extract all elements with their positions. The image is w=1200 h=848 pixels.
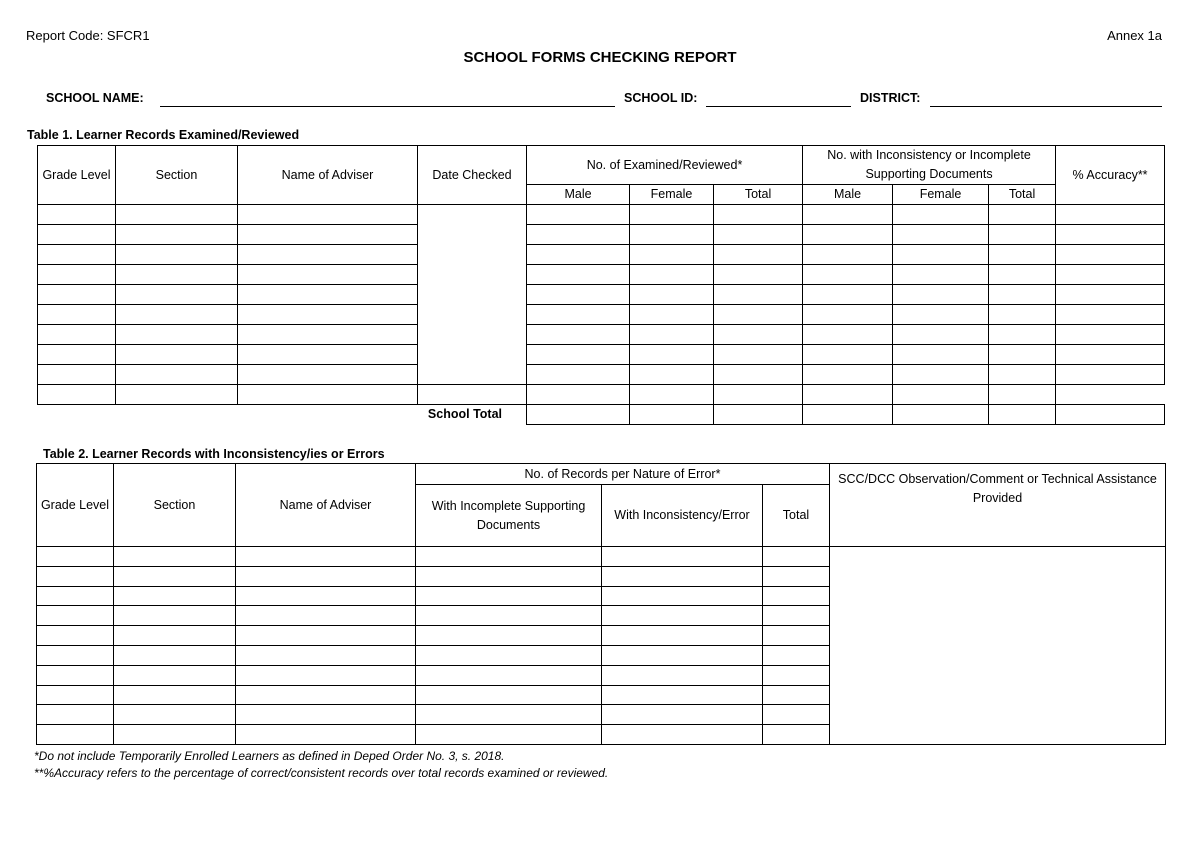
t1-header-inconsistency-total: Total [989,185,1056,205]
t1-cell[interactable] [527,265,630,285]
t1-total-cell[interactable] [1056,405,1165,425]
t1-cell[interactable] [527,225,630,245]
t1-cell[interactable] [714,225,803,245]
t1-total-cell[interactable] [527,405,630,425]
t1-cell[interactable] [989,265,1056,285]
t2-cell[interactable] [236,685,416,705]
t1-cell[interactable] [893,245,989,265]
inconsistency-records-table [36,463,1166,745]
t1-cell[interactable] [893,205,989,225]
t2-cell[interactable] [37,685,114,705]
t2-header-observation: SCC/DCC Observation/Comment or Technical Assistance Provided [830,464,1166,547]
t1-cell[interactable] [989,325,1056,345]
school-total-label: School Total [427,407,502,422]
t1-cell[interactable] [38,245,116,265]
t2-cell[interactable] [602,705,763,725]
t2-cell[interactable] [763,626,830,646]
learner-records-table [37,145,1165,425]
t1-cell[interactable] [714,265,803,285]
t1-cell[interactable] [38,265,116,285]
t1-cell[interactable] [630,245,714,265]
t1-cell[interactable] [116,325,238,345]
t1-cell[interactable] [238,265,418,285]
t2-cell[interactable] [416,645,602,665]
t1-cell[interactable] [527,285,630,305]
t1-cell[interactable] [1056,245,1165,265]
t2-header-section: Section [114,464,236,547]
t1-cell[interactable] [989,245,1056,265]
t2-cell[interactable] [114,705,236,725]
t2-cell[interactable] [763,566,830,586]
t1-row [38,385,1165,405]
t2-header-incomplete: With Incomplete Supporting Documents [416,485,602,547]
t1-cell[interactable] [527,305,630,325]
t1-row [38,285,1165,305]
t2-cell[interactable] [37,626,114,646]
t1-cell[interactable] [38,205,116,225]
t1-total-cell[interactable] [714,405,803,425]
t1-cell[interactable] [714,245,803,265]
t1-cell[interactable] [989,345,1056,365]
t2-cell[interactable] [37,566,114,586]
t2-cell[interactable] [602,586,763,606]
t1-cell[interactable] [803,205,893,225]
t2-cell[interactable] [236,566,416,586]
t1-header-inconsistency-female: Female [893,185,989,205]
t1-cell[interactable] [989,225,1056,245]
t1-cell[interactable] [630,305,714,325]
t1-cell[interactable] [714,345,803,365]
t2-cell[interactable] [114,626,236,646]
t1-cell[interactable] [893,345,989,365]
t1-cell[interactable] [630,265,714,285]
t1-cell[interactable] [527,345,630,365]
t1-cell[interactable] [630,205,714,225]
t1-cell[interactable] [418,205,527,385]
t2-cell[interactable] [763,586,830,606]
t1-cell[interactable] [238,285,418,305]
t2-cell[interactable] [114,665,236,685]
t2-cell[interactable] [416,606,602,626]
t2-cell[interactable] [236,665,416,685]
t1-cell[interactable] [238,325,418,345]
t1-header-date-checked: Date Checked [418,146,527,205]
t2-cell[interactable] [37,547,114,567]
t1-cell[interactable] [116,265,238,285]
t2-header-adviser: Name of Adviser [236,464,416,547]
table2-caption: Table 2. Learner Records with Inconsistency/ies or Errors [43,447,385,461]
t1-cell[interactable] [116,205,238,225]
footnote-1: *Do not include Temporarily Enrolled Learners as defined in Deped Order No. 3, s. 2018. [34,749,505,763]
t1-cell[interactable] [630,365,714,385]
t2-cell[interactable] [602,626,763,646]
t1-row [38,265,1165,285]
t1-cell[interactable] [238,345,418,365]
t1-row [38,225,1165,245]
t1-header-examined-female: Female [630,185,714,205]
school-id-label: SCHOOL ID: [624,91,698,105]
t1-cell[interactable] [714,365,803,385]
t1-cell[interactable] [1056,225,1165,245]
t2-cell[interactable] [114,586,236,606]
t1-cell[interactable] [803,325,893,345]
t1-cell[interactable] [38,345,116,365]
t2-cell[interactable] [763,645,830,665]
t2-cell[interactable] [114,725,236,745]
t1-cell[interactable] [238,225,418,245]
t2-cell[interactable] [236,725,416,745]
t1-header-examined: No. of Examined/Reviewed* [527,146,803,185]
school-id-line[interactable] [706,106,851,107]
t1-school-total-row [38,405,1165,425]
t1-cell[interactable] [116,305,238,325]
t1-cell[interactable] [989,385,1056,405]
t1-cell[interactable] [1056,305,1165,325]
t2-cell[interactable] [416,725,602,745]
t1-cell[interactable] [630,385,714,405]
t1-total-cell[interactable] [989,405,1056,425]
t1-cell[interactable] [238,365,418,385]
t1-total-cell[interactable] [630,405,714,425]
t2-cell[interactable] [602,725,763,745]
t2-cell[interactable] [114,566,236,586]
t2-cell[interactable] [114,547,236,567]
t1-cell[interactable] [527,245,630,265]
t1-cell[interactable] [116,245,238,265]
t2-cell[interactable] [763,547,830,567]
t1-cell[interactable] [630,285,714,305]
t1-cell[interactable] [527,385,630,405]
t2-cell[interactable] [37,725,114,745]
t1-cell[interactable] [893,385,989,405]
t2-cell[interactable] [602,645,763,665]
t2-cell[interactable] [37,705,114,725]
table1-caption: Table 1. Learner Records Examined/Reviewed [27,128,300,142]
page-title: SCHOOL FORMS CHECKING REPORT [463,49,737,66]
t1-cell[interactable] [1056,365,1165,385]
t1-cell[interactable] [38,225,116,245]
annex-label: Annex 1a [1107,28,1162,43]
t1-cell[interactable] [1056,325,1165,345]
t2-cell[interactable] [416,586,602,606]
t1-cell[interactable] [714,205,803,225]
t1-row [38,245,1165,265]
t1-header-adviser: Name of Adviser [238,146,418,205]
t1-cell[interactable] [630,345,714,365]
t1-cell[interactable] [803,225,893,245]
t1-row [38,325,1165,345]
t2-header-grade-level: Grade Level [37,464,114,547]
t1-cell[interactable] [893,325,989,345]
t1-cell[interactable] [418,385,527,405]
footnote-2: **%Accuracy refers to the percentage of correct/consistent records over total records examined or reviewed. [34,766,609,780]
district-label: DISTRICT: [860,91,921,105]
t1-cell[interactable] [38,285,116,305]
t2-cell[interactable] [763,705,830,725]
t1-cell[interactable] [1056,285,1165,305]
school-name-label: SCHOOL NAME: [46,91,144,105]
t1-cell[interactable] [38,305,116,325]
t1-total-cell[interactable] [803,405,893,425]
t2-cell[interactable] [416,665,602,685]
school-name-line[interactable] [160,106,615,107]
t1-total-cell[interactable] [893,405,989,425]
t2-cell[interactable] [236,586,416,606]
t2-cell[interactable] [236,645,416,665]
t1-cell[interactable] [1056,345,1165,365]
t2-header-total: Total [763,485,830,547]
t2-cell[interactable] [37,645,114,665]
t2-cell[interactable] [763,665,830,685]
t2-cell[interactable] [37,586,114,606]
t1-cell[interactable] [238,205,418,225]
t1-cell[interactable] [893,225,989,245]
t2-cell[interactable] [37,665,114,685]
t1-header-inconsistency: No. with Inconsistency or Incomplete Supporting Documents [803,146,1056,185]
t2-cell[interactable] [602,606,763,626]
t2-cell[interactable] [416,685,602,705]
t1-header-grade-level: Grade Level [38,146,116,205]
t2-cell[interactable] [416,566,602,586]
t1-cell[interactable] [803,305,893,325]
t2-cell[interactable] [37,606,114,626]
t1-cell[interactable] [714,385,803,405]
t2-row [37,547,1166,567]
t1-cell[interactable] [714,285,803,305]
t1-cell[interactable] [893,265,989,285]
t2-header-nature-of-error: No. of Records per Nature of Error* [416,464,830,485]
t1-cell[interactable] [38,325,116,345]
t2-cell[interactable] [602,566,763,586]
t1-cell[interactable] [989,285,1056,305]
t1-cell[interactable] [893,285,989,305]
report-code: Report Code: SFCR1 [26,28,150,43]
t1-cell[interactable] [116,385,238,405]
t2-cell[interactable] [416,626,602,646]
t1-cell[interactable] [803,285,893,305]
t1-cell[interactable] [893,305,989,325]
t1-cell[interactable] [1056,265,1165,285]
t1-cell[interactable] [527,205,630,225]
t1-header-examined-total: Total [714,185,803,205]
t1-cell[interactable] [238,245,418,265]
t2-cell[interactable] [416,705,602,725]
t1-cell[interactable] [803,385,893,405]
t1-cell[interactable] [38,385,116,405]
t2-cell[interactable] [114,685,236,705]
t1-cell[interactable] [116,345,238,365]
t2-cell[interactable] [114,606,236,626]
t1-cell[interactable] [803,345,893,365]
t1-header-examined-male: Male [527,185,630,205]
t2-cell[interactable] [763,685,830,705]
t2-cell[interactable] [236,547,416,567]
t1-cell[interactable] [989,205,1056,225]
t1-cell[interactable] [893,365,989,385]
t1-cell[interactable] [116,225,238,245]
t2-cell[interactable] [602,547,763,567]
t2-cell[interactable] [416,547,602,567]
t2-cell[interactable] [763,725,830,745]
t1-cell[interactable] [1056,205,1165,225]
t1-cell[interactable] [714,325,803,345]
t1-cell[interactable] [238,385,418,405]
t1-cell[interactable] [527,325,630,345]
t1-row [38,305,1165,325]
t1-cell[interactable] [116,365,238,385]
t2-cell[interactable] [602,665,763,685]
t1-cell[interactable] [38,365,116,385]
observation-box[interactable] [830,547,1166,745]
t2-cell[interactable] [763,606,830,626]
t1-cell[interactable] [527,365,630,385]
t1-cell[interactable] [803,245,893,265]
t1-cell[interactable] [630,325,714,345]
t1-cell[interactable] [989,305,1056,325]
t1-cell[interactable] [238,305,418,325]
t1-row [38,345,1165,365]
t1-cell[interactable] [803,365,893,385]
t1-cell[interactable] [989,365,1056,385]
t2-cell[interactable] [602,685,763,705]
t2-cell[interactable] [236,626,416,646]
t1-cell[interactable] [803,265,893,285]
t1-header-inconsistency-male: Male [803,185,893,205]
t1-cell[interactable] [714,305,803,325]
t2-cell[interactable] [236,606,416,626]
t1-cell[interactable] [630,225,714,245]
t2-cell[interactable] [236,705,416,725]
t1-header-accuracy: % Accuracy** [1056,146,1165,205]
t1-header-section: Section [116,146,238,205]
t1-cell[interactable] [116,285,238,305]
t2-header-inconsistency: With Inconsistency/Error [602,485,763,547]
district-line[interactable] [930,106,1162,107]
t1-row [38,205,1165,225]
t1-row [38,365,1165,385]
t2-cell[interactable] [114,645,236,665]
